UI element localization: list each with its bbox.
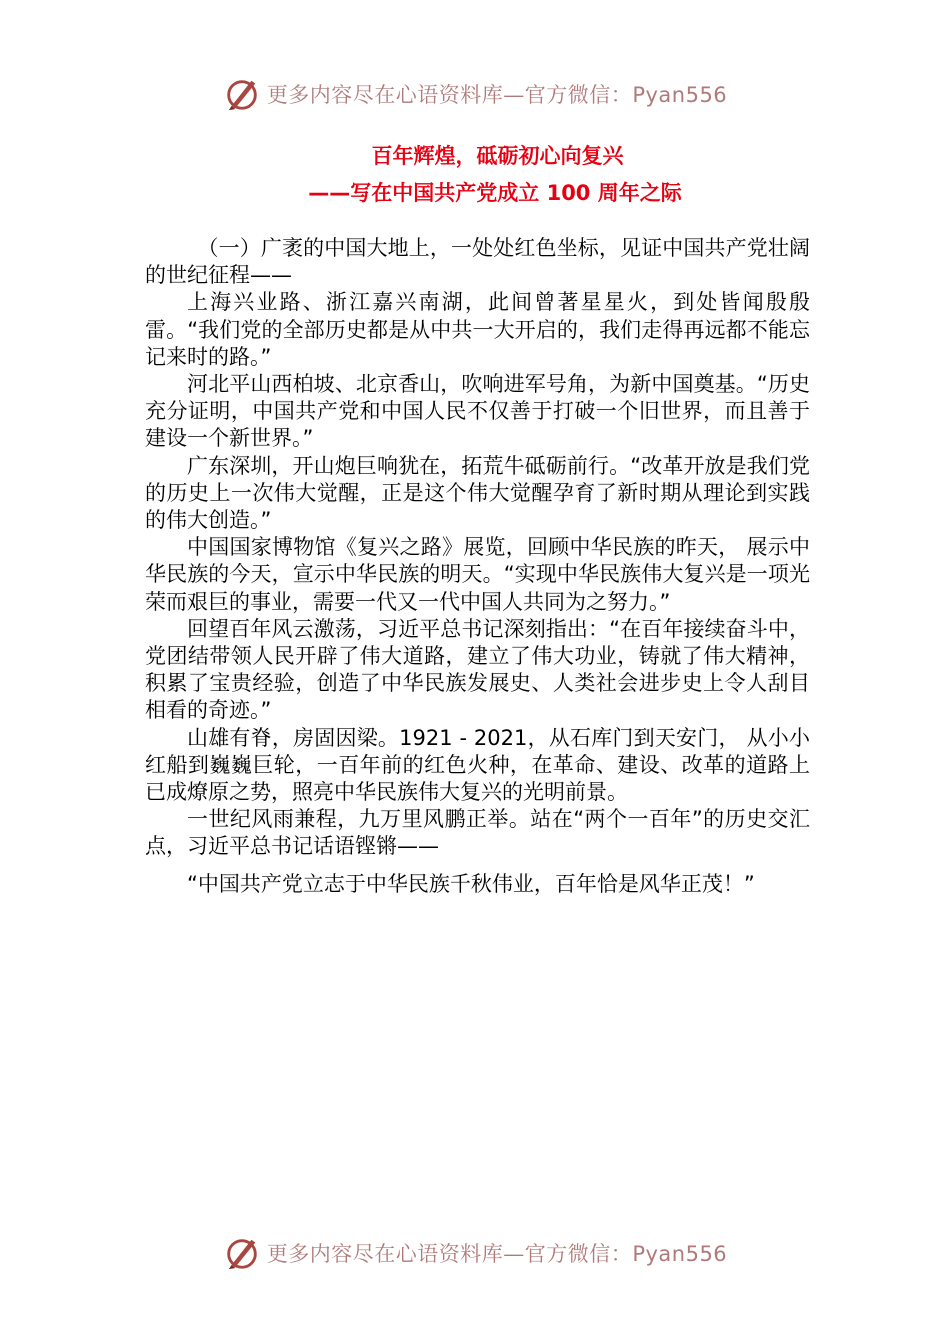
paragraph: 河北平山西柏坡、北京香山，吹响进军号角，为新中国奠基。“历史充分证明，中国共产党和中国人民不仅善于打破一个旧世界，而且善于建设一个新世界。”	[145, 372, 810, 451]
paragraph: 山雄有脊，房固因梁。1921 - 2021，从石库门到天安门， 从小小红船到巍巍巨轮，一百年前的红色火种，在革命、建设、改革的道路上已成燎原之势，照亮中华民族伟大复兴的光明前景。	[145, 725, 810, 805]
page-title: 百年辉煌，砥砺初心向复兴	[371, 144, 624, 168]
paragraph: 回望百年风云激荡，习近平总书记深刻指出：“在百年接续奋斗中，党团结带领人民开辟了伟大道路，建立了伟大功业，铸就了伟大精神，积累了宝贵经验，创造了中华民族发展史、人类社会进步史上令人刮目相看的奇迹。”	[145, 616, 810, 723]
paragraph: 一世纪风雨兼程，九万里风鹏正举。站在“两个一百年”的历史交汇点，习近平总书记话语铿锵——	[145, 807, 810, 859]
banner-text: 更多内容尽在心语资料库—官方微信：Pyan556	[266, 1242, 728, 1266]
article-body	[145, 235, 810, 898]
closing-quote: “中国共产党立志于中华民族千秋伟业，百年恰是风华正茂！”	[187, 871, 755, 896]
paragraph: 中国国家博物馆《复兴之路》展览，回顾中华民族的昨天， 展示中华民族的今天，宣示中华民族的明天。“实现中华民族伟大复兴是一项光荣而艰巨的事业，需要一代又一代中国人共同为之努力。”	[145, 535, 810, 614]
wechat-id: Pyan556	[632, 1242, 728, 1266]
pen-logo-icon	[223, 75, 261, 113]
header-banner	[0, 74, 950, 114]
paragraph: 广东深圳，开山炮巨响犹在，拓荒牛砥砺前行。“改革开放是我们党的历史上一次伟大觉醒，正是这个伟大觉醒孕育了新时期从理论到实践的伟大创造。”	[145, 453, 810, 533]
pen-logo-icon	[223, 1234, 261, 1272]
banner-text: 更多内容尽在心语资料库—官方微信：Pyan556	[266, 83, 728, 107]
footer-banner	[0, 1233, 950, 1273]
paragraph: （一）广袤的中国大地上，一处处红色坐标，见证中国共产党壮阔的世纪征程——	[145, 236, 810, 288]
wechat-id: Pyan556	[632, 83, 728, 107]
paragraph: 上海兴业路、浙江嘉兴南湖，此间曾著星星火，到处皆闻殷殷雷。“我们党的全部历史都是从中共一大开启的，我们走得再远都不能忘记来时的路。”	[145, 290, 810, 369]
page-subtitle: ——写在中国共产党成立 100 周年之际	[308, 181, 682, 205]
